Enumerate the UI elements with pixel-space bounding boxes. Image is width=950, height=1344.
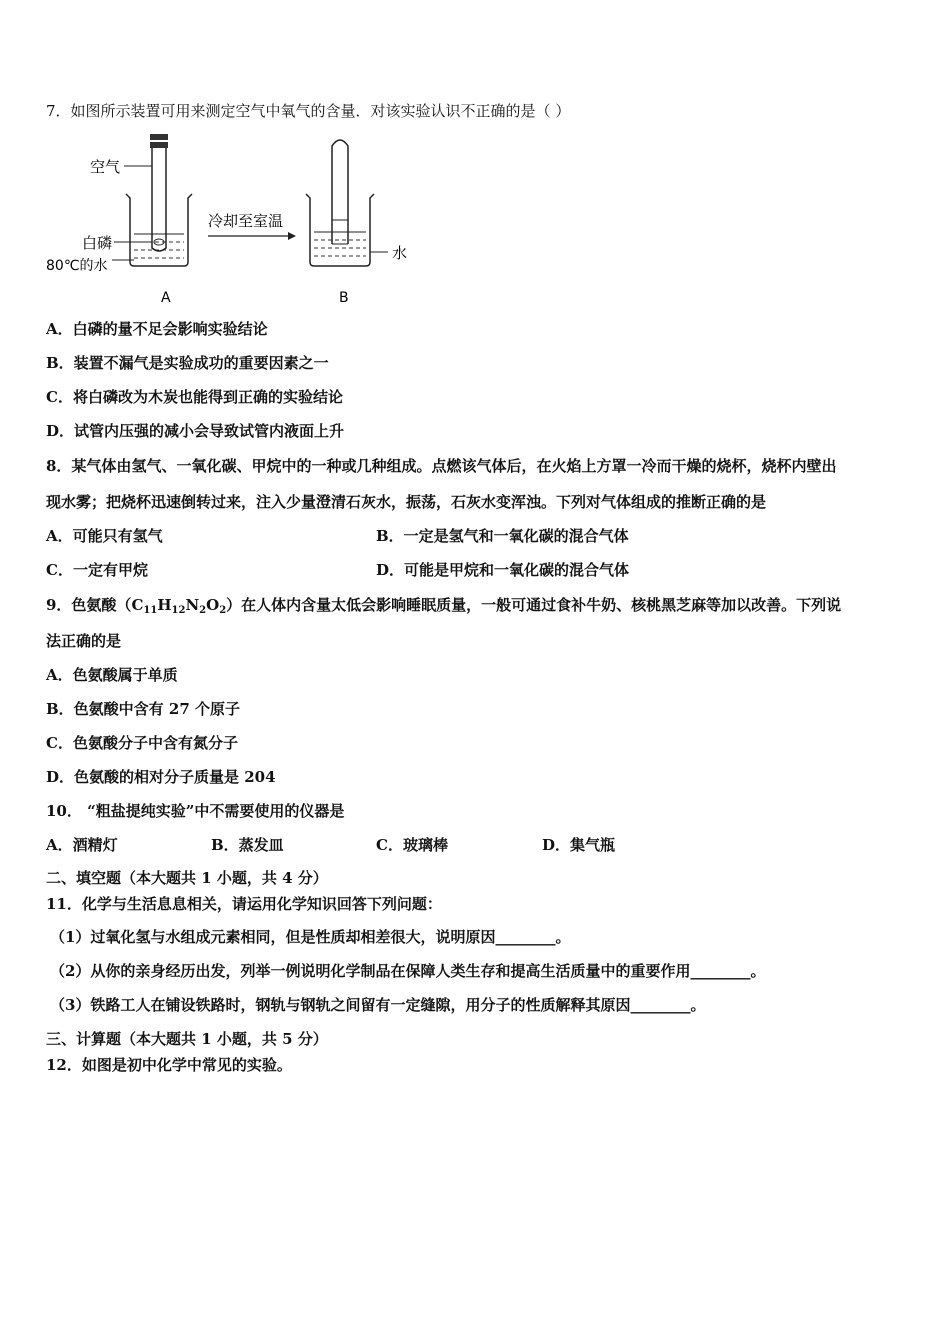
q10-option-a: A．酒精灯 [46,836,118,854]
q7-apparatus-figure [44,132,424,312]
q7-option-a: A．白磷的量不足会影响实验结论 [46,320,268,338]
q10-option-b: B．蒸发皿 [211,836,284,854]
q9-option-a: A．色氨酸属于单质 [46,666,178,684]
test-tube-b [332,140,348,244]
q7-stem: 7．如图所示装置可用来测定空气中氧气的含量．对该实验认识不正确的是（ ） [46,102,571,120]
q9-stem-suffix: ）在人体内含量太低会影响睡眠质量，一般可通过食补牛奶、核桃黑芝麻等加以改善。下列说 [226,596,842,614]
q9-stem-line2: 法正确的是 [46,632,122,650]
beaker-b [306,194,374,266]
q12-stem: 12．如图是初中化学中常见的实验。 [46,1056,292,1074]
label-water: 水 [392,244,408,262]
q9-stem-prefix: 9．色氨酸（ [46,596,132,614]
arrow-head-icon [288,232,296,240]
q7-option-d: D．试管内压强的减小会导致试管内液面上升 [46,422,345,440]
q11-item-1: （1）过氧化氢与水组成元素相同，但是性质却相差很大，说明原因________。 [50,928,571,946]
q10-stem: 10． “粗盐提纯实验”中不需要使用的仪器是 [46,802,345,820]
label-air: 空气 [90,158,121,176]
q10-option-c: C．玻璃棒 [376,836,448,854]
arrow-label: 冷却至室温 [208,212,284,230]
label-b: B [339,290,349,306]
q7-option-c: C．将白磷改为木炭也能得到正确的实验结论 [46,388,343,406]
section2-heading: 二、填空题（本大题共 1 小题，共 4 分） [46,869,328,887]
q10-option-d: D．集气瓶 [542,836,616,854]
q8-stem-line1: 8．某气体由氢气、一氧化碳、甲烷中的一种或几种组成。点燃该气体后，在火焰上方罩一冷而干燥的烧杯，烧杯内壁出 [46,457,837,475]
q8-option-c: C．一定有甲烷 [46,561,148,579]
q9-option-c: C．色氨酸分子中含有氮分子 [46,734,238,752]
q11-item-2: （2）从你的亲身经历出发，列举一例说明化学制品在保障人类生存和提高生活质量中的重要作用________。 [50,962,766,980]
q9-option-d: D．色氨酸的相对分子质量是 204 [46,768,276,786]
q8-option-a: A．可能只有氢气 [46,527,163,545]
q8-option-d: D．可能是甲烷和一氧化碳的混合气体 [376,561,630,579]
test-tube-a [150,134,168,251]
q11-stem: 11．化学与生活息息相关，请运用化学知识回答下列问题： [46,895,442,913]
label-water-80: 80℃的水 [46,258,108,274]
q7-option-b: B．装置不漏气是实验成功的重要因素之一 [46,354,329,372]
q11-item-3: （3）铁路工人在铺设铁路时，钢轨与钢轨之间留有一定缝隙，用分子的性质解释其原因________。 [50,996,706,1014]
q9-option-b: B．色氨酸中含有 27 个原子 [46,700,240,718]
q9-stem-line1 [46,595,841,621]
beaker-a [126,194,192,266]
q9-formula: $C_{11}H_{12}N_2O_2$ [131,596,227,616]
label-a: A [161,290,171,306]
q8-stem-line2: 现水雾；把烧杯迅速倒转过来，注入少量澄清石灰水，振荡，石灰水变浑浊。下列对气体组成的推断正确的是 [46,493,767,511]
q8-option-b: B．一定是氢气和一氧化碳的混合气体 [376,527,629,545]
section3-heading: 三、计算题（本大题共 1 小题，共 5 分） [46,1030,328,1048]
label-phosphorus: 白磷 [82,234,113,252]
